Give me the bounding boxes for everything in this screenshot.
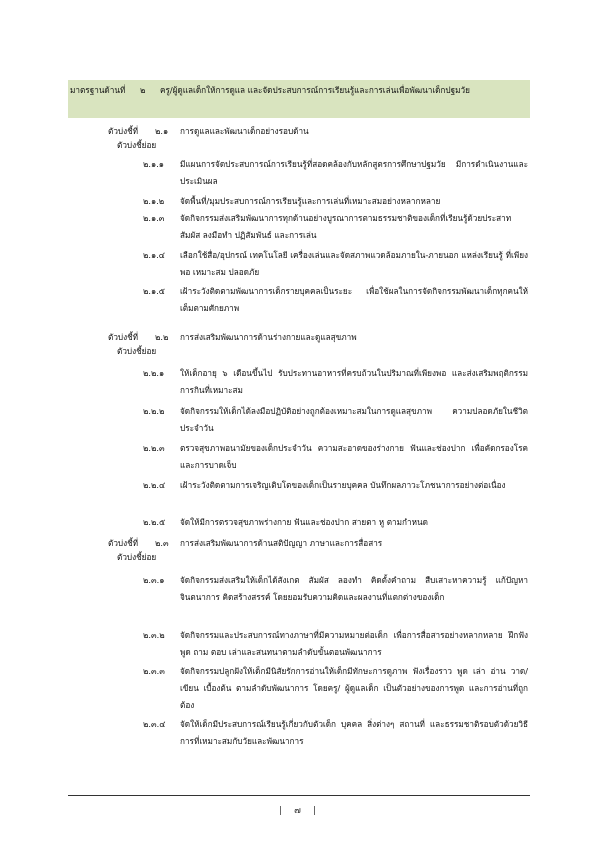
item-number: ๒.๑.๓ (143, 213, 165, 223)
indicator-label: ตัวบ่งชี้ที่ (108, 126, 139, 136)
item-number: ๒.๒.๑ (143, 368, 165, 378)
item-text: จัดกิจกรรมให้เด็กได้ลงมือปฏิบัติอย่างถูกต้องเหมาะสมในการดูแลสุขภาพ ความปลอดภัยในชีวิตประจำวัน (180, 406, 528, 433)
sub-indicator-label: ตัวบ่งชี้ย่อย (117, 346, 157, 356)
item-text: ตรวจสุขภาพอนามัยของเด็กประจำวัน ความสะอาดของร่างกาย ฟันและช่องปาก เพื่อคัดกรองโรคและการบาดเจ็บ (180, 443, 528, 470)
item-text: เลือกใช้สื่อ/อุปกรณ์ เทคโนโลยี เครื่องเล่นและจัดสภาพแวดล้อมภายใน-ภายนอก แหล่งเรียนรู้ ที่เพียงพอ เหมาะสม ปลอดภัย (180, 250, 528, 277)
item-number: ๒.๑.๕ (143, 286, 165, 296)
indicator-title: การส่งเสริมพัฒนาการด้านสติปัญญา ภาษาและการสื่อสาร (180, 538, 383, 548)
item-number: ๒.๓.๓ (143, 666, 165, 676)
page-number: | ๗ | (279, 806, 316, 816)
standard-label: มาตรฐานด้านที่ (70, 85, 126, 95)
indicator-number: ๒.๒ (155, 332, 169, 342)
item-number: ๒.๒.๕ (143, 517, 166, 527)
item-number: ๒.๒.๔ (143, 480, 166, 490)
sub-indicator-label: ตัวบ่งชี้ย่อย (117, 552, 157, 562)
page-number-value: ๗ (294, 806, 301, 816)
item-number: ๒.๑.๔ (143, 250, 165, 260)
item-number: ๒.๓.๔ (143, 719, 166, 729)
item-text: มีแผนการจัดประสบการณ์การเรียนรู้ที่สอดคล้องกับหลักสูตรการศึกษาปฐมวัย มีการดำเนินงานและประเมินผล (180, 159, 528, 186)
item-text: จัดกิจกรรมส่งเสริมพัฒนาการทุกด้านอย่างบูรณาการตามธรรมชาติของเด็กที่เรียนรู้ด้วยประสาทสัมผัส ลงมือทำ ปฏิสัมพันธ์ และการเล่น (180, 213, 512, 240)
item-text: จัดให้มีการตรวจสุขภาพร่างกาย ฟันและช่องปาก สายตา หู ตามกำหนด (180, 517, 428, 527)
footer-divider (68, 795, 530, 796)
item-text: จัดให้เด็กมีประสบการณ์เรียนรู้เกี่ยวกับตัวเด็ก บุคคล สิ่งต่างๆ สถานที่ และธรรมชาติรอบตัวด้วยวิธีการที่เหมาะสมกับวัยและพัฒนาการ (180, 719, 528, 746)
item-number: ๒.๓.๑ (143, 575, 165, 585)
indicator-label: ตัวบ่งชี้ที่ (108, 332, 139, 342)
standard-title: ครู/ผู้ดูแลเด็กให้การดูแล และจัดประสบการณ์การเรียนรู้และการเล่นเพื่อพัฒนาเด็กปฐมวัย (160, 85, 470, 95)
indicator-number: ๒.๓ (155, 538, 169, 548)
indicator-label: ตัวบ่งชี้ที่ (108, 538, 139, 548)
item-text: จัดกิจกรรมและประสบการณ์ทางภาษาที่มีความหมายต่อเด็ก เพื่อการสื่อสารอย่างหลากหลาย ฝึกฟัง พูด ถาม ตอบ เล่าและสนทนาตามลำดับขั้นตอนพัฒนาการ (180, 630, 528, 657)
item-number: ๒.๒.๒ (143, 406, 165, 416)
item-text: จัดกิจกรรมปลูกฝังให้เด็กมีนิสัยรักการอ่านให้เด็กมีทักษะการดูภาพ ฟังเรื่องราว พูด เล่า อ่าน วาด/เขียน เบื้องต้น ตามลำดับพัฒนาการ โดยครู/ ผู้ดูแลเด็ก เป็นตัวอย่างของการพูด และการอ่านที่ถูกต้อง (180, 666, 528, 710)
item-number: ๒.๑.๒ (143, 196, 165, 206)
item-text: จัดพื้นที่/มุมประสบการณ์การเรียนรู้และการเล่นที่เหมาะสมอย่างหลากหลาย (180, 196, 441, 206)
item-number: ๒.๓.๒ (143, 630, 165, 640)
indicator-title: การส่งเสริมพัฒนาการด้านร่างกายและดูแลสุขภาพ (180, 332, 357, 342)
item-number: ๒.๒.๓ (143, 443, 165, 453)
sub-indicator-label: ตัวบ่งชี้ย่อย (117, 140, 157, 150)
standard-header (68, 80, 530, 118)
item-text: เฝ้าระวังติดตามการเจริญเติบโตของเด็กเป็นรายบุคคล บันทึกผลภาวะโภชนาการอย่างต่อเนื่อง (180, 480, 506, 490)
indicator-title: การดูแลและพัฒนาเด็กอย่างรอบด้าน (180, 126, 309, 136)
standard-number: ๒ (140, 85, 146, 95)
item-text: จัดกิจกรรมส่งเสริมให้เด็กได้สังเกต สัมผัส ลองทำ คิดตั้งคำถาม สืบเสาะหาความรู้ แก้ปัญหา จินตนาการ คิดสร้างสรรค์ โดยยอมรับความคิดและผลงานที่แตกต่างของเด็ก (180, 575, 528, 602)
item-text: เฝ้าระวังติดตามพัฒนาการเด็กรายบุคคลเป็นระยะ เพื่อใช้ผลในการจัดกิจกรรมพัฒนาเด็กทุกคนให้เต็มตามศักยภาพ (180, 286, 528, 313)
item-text: ให้เด็กอายุ ๖ เดือนขึ้นไป รับประทานอาหารที่ครบถ้วนในปริมาณที่เพียงพอ และส่งเสริมพฤติกรรมการกินที่เหมาะสม (180, 368, 528, 395)
indicator-number: ๒.๑ (155, 126, 169, 136)
item-number: ๒.๑.๑ (143, 159, 164, 169)
